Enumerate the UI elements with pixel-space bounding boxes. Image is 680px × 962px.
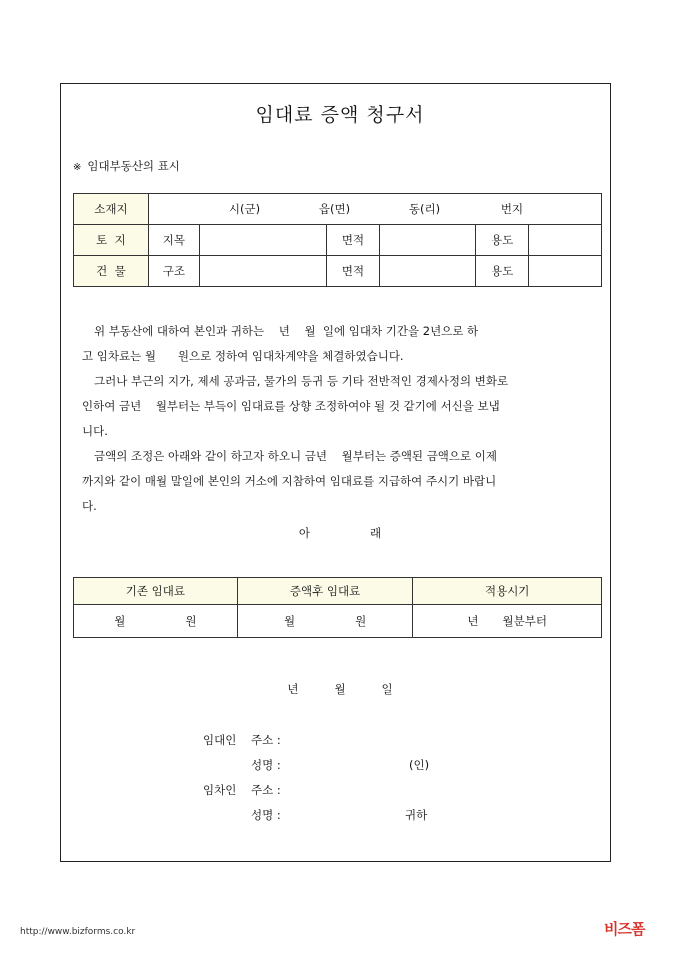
footer-url-link[interactable]: http://www.bizforms.co.kr <box>20 927 136 937</box>
section-label <box>73 158 180 174</box>
paragraph-2-line-3: 니다. <box>82 424 108 438</box>
paragraph-1-line-2: 고 임차료는 월 원으로 정하여 임대차계약을 체결하였습니다. <box>82 349 404 363</box>
paragraph-3-line-2: 까지와 같이 매월 말일에 본인의 거소에 지참하여 임대료를 지급하여 주시기 바랍니 <box>82 474 497 488</box>
date-year: 년 <box>287 682 299 696</box>
addr-eup: 읍(면) <box>318 202 351 216</box>
land-category-label: 지목 <box>148 225 199 256</box>
bizforms-logo: 비즈폼 <box>604 920 645 938</box>
paragraph-3-line-1: 금액의 조정은 아래와 같이 하고자 하오니 금년 월부터는 증액된 금액으로 이제 <box>94 449 498 463</box>
building-structure-field[interactable] <box>199 256 326 287</box>
land-label: 토 지 <box>74 225 149 256</box>
increased-rent-won: 원 <box>355 614 367 628</box>
honorific: 귀하 <box>405 808 428 822</box>
effective-year: 년 <box>467 614 479 628</box>
section-label-text: 임대부동산의 표시 <box>87 159 180 173</box>
rent-header-current: 기존 임대료 <box>74 578 238 605</box>
addr-bunji: 번지 <box>500 202 524 216</box>
rent-header-increased: 증액후 임대료 <box>237 578 413 605</box>
land-use-label: 용도 <box>476 225 529 256</box>
effective-date-field[interactable] <box>413 605 602 638</box>
seal-mark: (인) <box>409 758 430 772</box>
building-use-field[interactable] <box>529 256 602 287</box>
location-row <box>74 194 602 225</box>
lessee-label: 임차인 <box>203 783 237 797</box>
rent-header-effective: 적용시기 <box>413 578 602 605</box>
land-area-field[interactable] <box>380 225 476 256</box>
lessor-label: 임대인 <box>203 733 237 747</box>
lessee-name-label: 성명 : <box>251 808 281 822</box>
paragraph-3-line-3: 다. <box>82 499 97 513</box>
building-use-label: 용도 <box>476 256 529 287</box>
rent-table <box>73 577 602 638</box>
property-table <box>73 193 602 287</box>
document-title: 임대료 증액 청구서 <box>255 104 425 126</box>
addr-si: 시(군) <box>228 202 261 216</box>
current-rent-field[interactable] <box>74 605 238 638</box>
below-heading-a: 아 <box>298 526 310 540</box>
land-category-field[interactable] <box>199 225 326 256</box>
land-area-label: 면적 <box>326 225 380 256</box>
paragraph-1-line-1: 위 부동산에 대하여 본인과 귀하는 년 월 일에 임대차 기간을 2년으로 하 <box>94 324 479 338</box>
building-row <box>74 256 602 287</box>
building-label: 건 물 <box>74 256 149 287</box>
building-area-label: 면적 <box>326 256 380 287</box>
paragraph-2-line-2: 인하여 금년 월부터는 부득이 임대료를 상향 조정하여야 될 것 같기에 서신을 보냅 <box>82 399 500 413</box>
land-row <box>74 225 602 256</box>
lessor-name-label: 성명 : <box>251 758 281 772</box>
below-heading <box>0 525 680 541</box>
reference-mark-icon: ※ <box>73 162 82 173</box>
land-use-field[interactable] <box>529 225 602 256</box>
addr-dong: 동(리) <box>408 202 441 216</box>
effective-month-from: 월분부터 <box>502 614 547 628</box>
building-structure-label: 구조 <box>148 256 199 287</box>
current-rent-month: 월 <box>114 614 126 628</box>
increased-rent-month: 월 <box>283 614 296 628</box>
date-day: 일 <box>381 682 393 696</box>
rent-header-row <box>74 578 602 605</box>
building-area-field[interactable] <box>380 256 476 287</box>
location-label: 소재지 <box>74 194 149 225</box>
increased-rent-field[interactable] <box>237 605 413 638</box>
current-rent-won: 원 <box>185 614 197 628</box>
paragraph-2-line-1: 그러나 부근의 지가, 제세 공과금, 물가의 등귀 등 기타 전반적인 경제사정의 변화로 <box>94 374 509 388</box>
date-line[interactable] <box>0 681 680 697</box>
body-text <box>82 319 592 519</box>
below-heading-b: 래 <box>370 526 382 540</box>
lessee-address-label: 주소 : <box>251 783 281 797</box>
lessor-address-label: 주소 : <box>251 733 281 747</box>
location-address-field[interactable] <box>148 194 601 225</box>
rent-value-row <box>74 605 602 638</box>
date-month: 월 <box>334 682 346 696</box>
